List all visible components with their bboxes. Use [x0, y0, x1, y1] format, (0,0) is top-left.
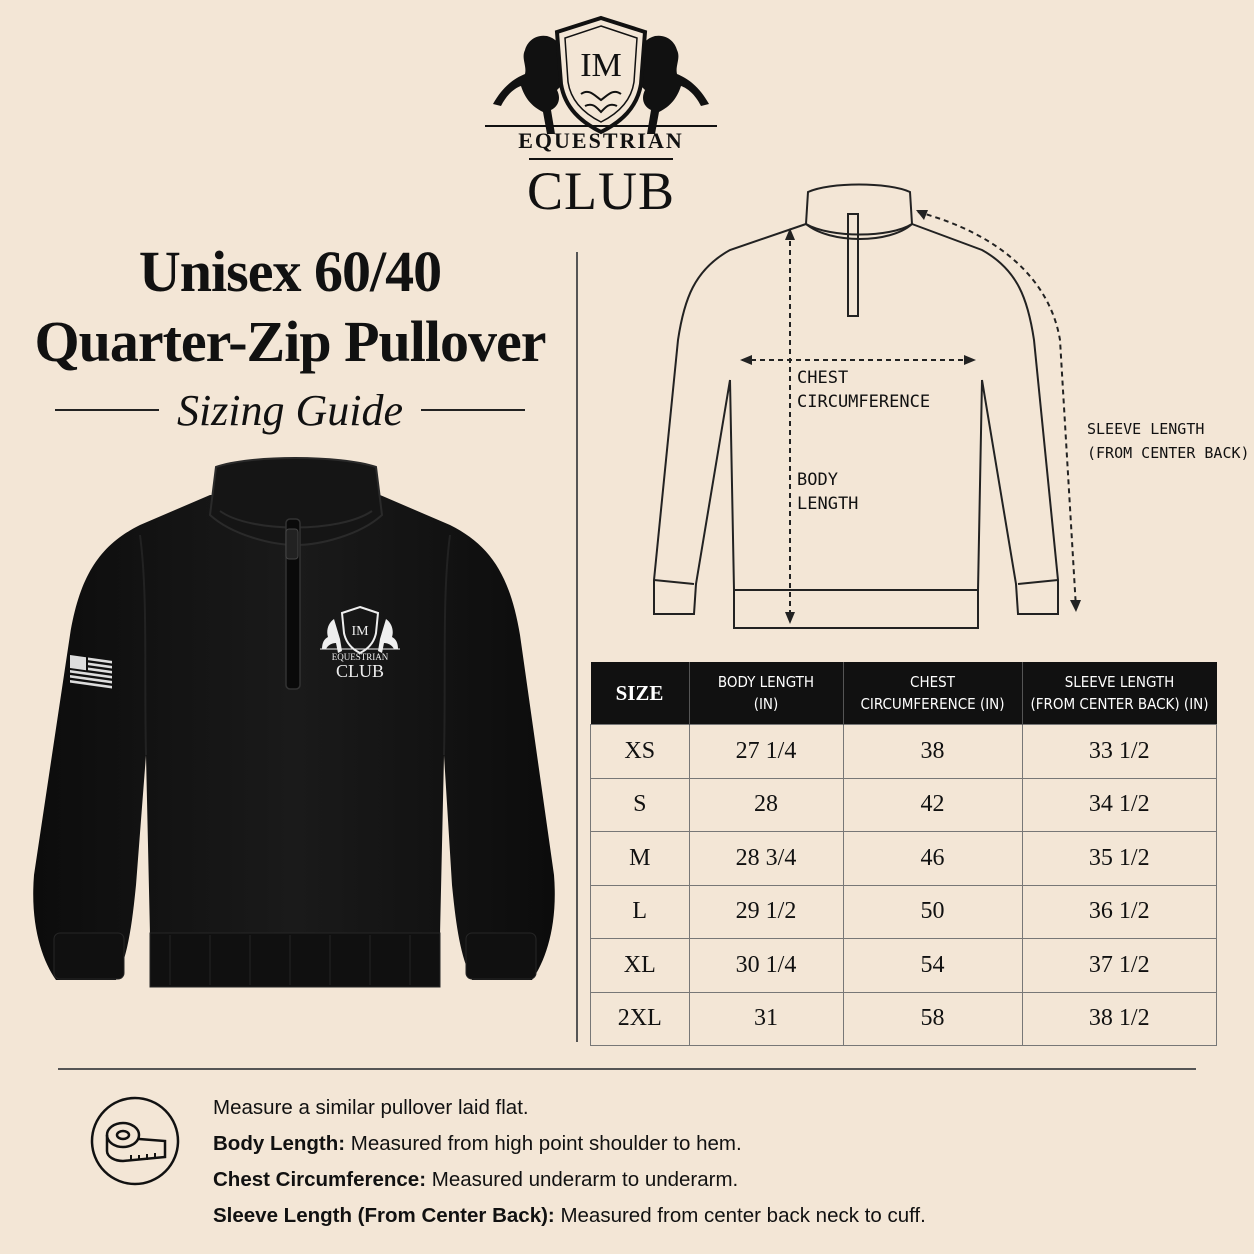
- cell-size: M: [591, 832, 690, 886]
- sleeve-label-line2: (FROM CENTER BACK): [1087, 444, 1250, 462]
- cell-chest: 46: [843, 832, 1022, 886]
- subtitle-rule-right: [421, 409, 525, 411]
- table-row: [591, 832, 1217, 886]
- cell-sleeve: 38 1/2: [1022, 992, 1217, 1046]
- logo-club-text: CLUB: [526, 161, 676, 221]
- header-sleeve-length: SLEEVE LENGTH (FROM CENTER BACK) (IN): [1022, 662, 1217, 725]
- cell-size: XL: [591, 939, 690, 993]
- cell-chest: 38: [843, 725, 1022, 779]
- sleeve-measure-line: [918, 212, 1076, 608]
- page-title-line1: Unisex 60/40: [138, 239, 442, 304]
- zipper-pull-icon: [286, 529, 298, 559]
- sleeve-label-line1: SLEEVE LENGTH: [1087, 420, 1205, 438]
- pullover-photo: [20, 455, 565, 995]
- body-label-line1: BODY: [797, 470, 838, 490]
- subtitle-row: [55, 382, 525, 438]
- left-horse-icon: [493, 36, 565, 134]
- header-chest: CHEST CIRCUMFERENCE (IN): [843, 662, 1022, 725]
- cell-body-length: 28: [689, 778, 843, 832]
- chest-logo-line2: CLUB: [335, 661, 385, 681]
- subtitle: Sizing Guide: [176, 385, 404, 435]
- size-table: [590, 662, 1217, 1046]
- cell-size: L: [591, 885, 690, 939]
- header-body-length: BODY LENGTH (IN): [689, 662, 843, 725]
- cell-sleeve: 35 1/2: [1022, 832, 1217, 886]
- logo-monogram: IM: [580, 47, 622, 84]
- table-header-row: [591, 662, 1217, 725]
- vertical-divider: [576, 252, 578, 1042]
- cell-size: S: [591, 778, 690, 832]
- body-label-line2: LENGTH: [797, 494, 859, 514]
- note-body-length: Body Length: Measured from high point shoulder to hem.: [213, 1132, 742, 1155]
- chest-label-line2: CIRCUMFERENCE: [797, 392, 931, 412]
- subtitle-rule-left: [55, 409, 159, 411]
- cell-size: XS: [591, 725, 690, 779]
- notes-intro: Measure a similar pullover laid flat.: [213, 1096, 529, 1119]
- cell-size: 2XL: [591, 992, 690, 1046]
- right-horse-icon: [637, 36, 709, 134]
- note-sleeve: Sleeve Length (From Center Back): Measured from center back neck to cuff.: [213, 1204, 926, 1227]
- horizontal-divider: [58, 1068, 1196, 1070]
- chest-logo-line1: EQUESTRIAN: [331, 652, 389, 662]
- cell-sleeve: 33 1/2: [1022, 725, 1217, 779]
- table-row: [591, 885, 1217, 939]
- chest-label-line1: CHEST: [797, 368, 849, 388]
- cell-sleeve: 34 1/2: [1022, 778, 1217, 832]
- cell-body-length: 29 1/2: [689, 885, 843, 939]
- chest-logo-monogram: IM: [351, 624, 369, 639]
- table-row: [591, 725, 1217, 779]
- cell-chest: 54: [843, 939, 1022, 993]
- table-row: [591, 778, 1217, 832]
- table-row: [591, 992, 1217, 1046]
- cell-chest: 42: [843, 778, 1022, 832]
- cell-body-length: 28 3/4: [689, 832, 843, 886]
- cell-sleeve: 36 1/2: [1022, 885, 1217, 939]
- cell-chest: 50: [843, 885, 1022, 939]
- table-row: [591, 939, 1217, 993]
- measurement-notes: [213, 1090, 1213, 1234]
- cell-sleeve: 37 1/2: [1022, 939, 1217, 993]
- cell-body-length: 30 1/4: [689, 939, 843, 993]
- header-size: SIZE: [591, 662, 690, 725]
- cell-body-length: 27 1/4: [689, 725, 843, 779]
- note-chest: Chest Circumference: Measured underarm to underarm.: [213, 1168, 739, 1191]
- logo-equestrian-text: EQUESTRIAN: [518, 128, 684, 153]
- measuring-tape-icon: [89, 1095, 181, 1187]
- cell-body-length: 31: [689, 992, 843, 1046]
- cell-chest: 58: [843, 992, 1022, 1046]
- page-title-line2: Quarter-Zip Pullover: [34, 309, 546, 374]
